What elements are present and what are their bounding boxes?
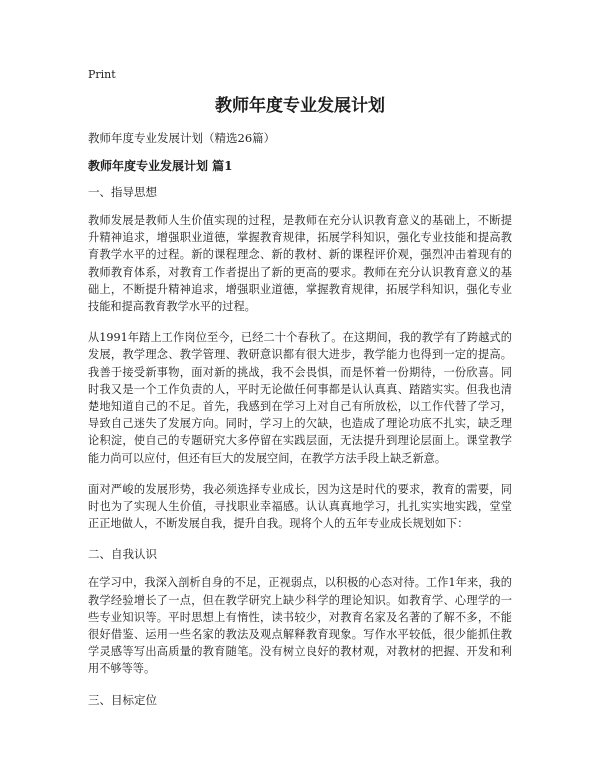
- paragraph-2: 从1991年踏上工作岗位至今，已经二十个春秋了。在这期间，我的教学有了跨越式的发展，教学理念、教学管理、教研意识都有很大进步，教学能力也得到一定的提高。我善于接受新事物，面对新的挑战，我不会畏惧，而是怀着一份期待，一份欣喜。同时我又是一个工作负责的人，平时无论做任何事都是认认真真、踏踏实实。但我也清楚地知道自己的不足。首先，我感到在学习上对自己有所放松，以工作代替了学习，导致自己迷失了发展方向。同时，学习上的欠缺，也造成了理论功底不扎实，缺乏理论积淀，使自己的专题研究大多停留在实践层面，无法提升到理论层面上。课堂教学能力尚可以应付，但还有巨大的发展空间，在教学方法手段上缺乏新意。: [88, 331, 512, 465]
- print-label: Print: [88, 68, 116, 81]
- document-subtitle: 教师年度专业发展计划（精选26篇）: [88, 131, 276, 145]
- section-title: 教师年度专业发展计划 篇1: [88, 159, 233, 173]
- heading-goal-positioning: 三、目标定位: [88, 692, 157, 707]
- paragraph-1: 教师发展是教师人生价值实现的过程，是教师在充分认识教育意义的基础上，不断提升精神追求，增强职业道德，掌握教育规律，拓展学科知识，强化专业技能和提高教育教学水平的过程。新的课程理念、新的教材、新的课程评价观，强烈冲击着现有的教师教育体系，对教育工作者提出了新的更高的要求。教师在充分认识教育意义的基础上，不断提升精神追求，增强职业道德，掌握教育规律，拓展学科知识，强化专业技能和提高教育教学水平的过程。: [88, 214, 512, 314]
- paragraph-4: 在学习中，我深入剖析自身的不足，正视弱点，以积极的心态对待。工作1年来，我的教学经验增长了一点，但在教学研究上缺少科学的理论知识。如教育学、心理学的一些专业知识等。平时思想上有惰性，读书较少，对教育名家及名著的了解不多，不能很好借鉴、运用一些名家的教法及观点解释教育现象。写作水平较低，很少能抓住教学灵感等写出高质量的教育随笔。没有树立良好的教材观，对教材的把握、开发和利用不够等等。: [88, 576, 512, 676]
- paragraph-3: 面对严峻的发展形势，我必须选择专业成长，因为这是时代的要求，教育的需要，同时也为了实现人生价值，寻找职业幸福感。认认真真地学习，扎扎实实地实践，堂堂正正地做人，不断发展自我，提升自我。现将个人的五年专业成长规划如下：: [88, 482, 512, 531]
- document-title: 教师年度专业发展计划: [215, 96, 385, 116]
- heading-guiding-ideology: 一、指导思想: [88, 185, 157, 199]
- heading-self-awareness: 二、自我认识: [88, 547, 157, 562]
